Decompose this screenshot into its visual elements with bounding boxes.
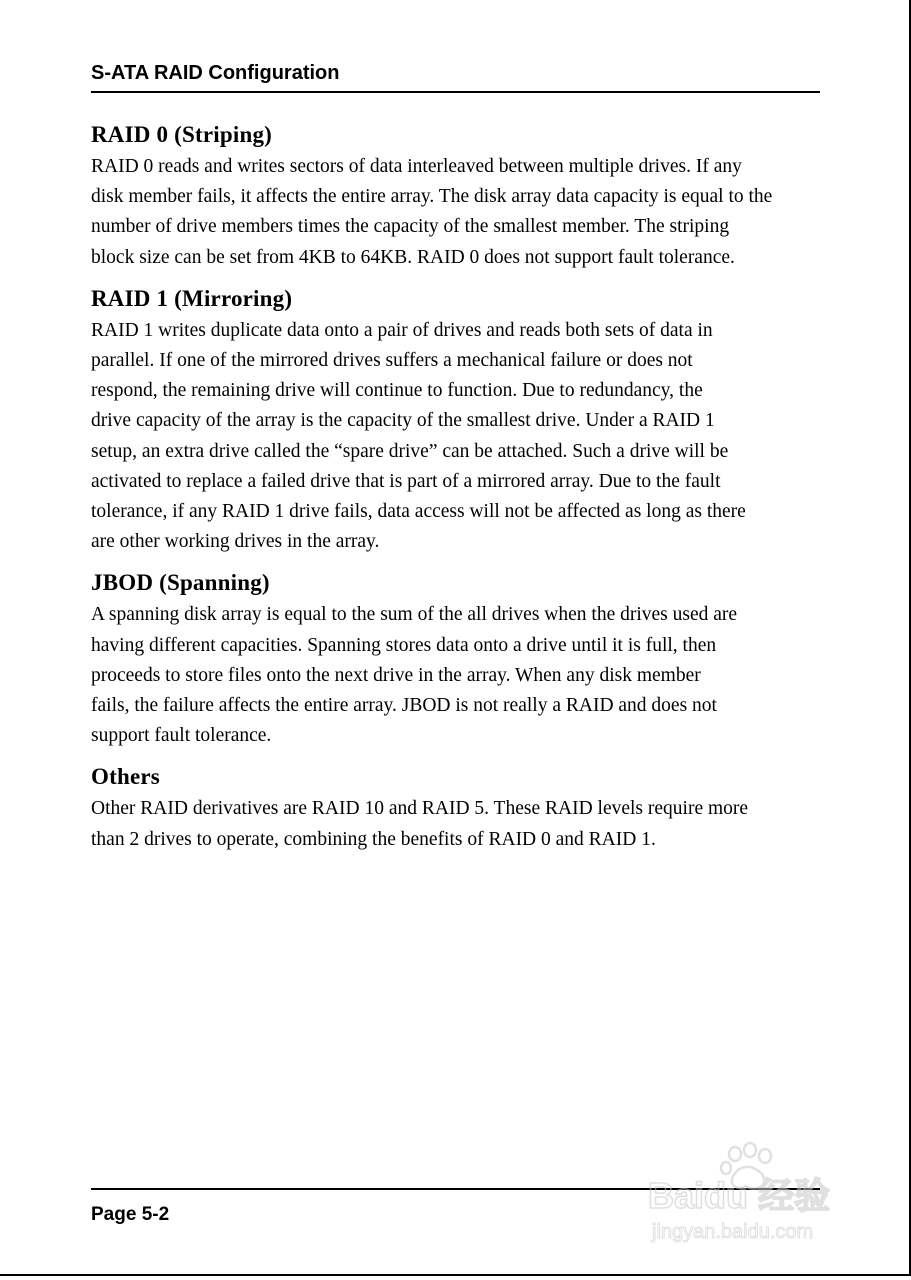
section-paragraph: Other RAID derivatives are RAID 10 and RAID 5. These RAID levels require more than 2 drives to operate, combining the benefits of RAID 0 and RAID 1.	[91, 798, 749, 850]
section-raid0	[91, 118, 826, 273]
document-body	[91, 118, 826, 864]
watermark-url: jingyan.baidu.com	[652, 1221, 814, 1243]
section-paragraph: A spanning disk array is equal to the sum of the all drives when the drives used are having different capacities. Spanning stores data onto a drive until it is full, then proceeds to store files onto the next drive in the array. When any disk member fails, the failure affects the entire array. JBOD is not really a RAID and does not support fault tolerance.	[91, 604, 738, 747]
section-title: RAID 1 (Mirroring)	[91, 285, 293, 311]
section-title: Others	[91, 764, 160, 790]
section-jbod	[91, 566, 826, 751]
page-number: Page 5-2	[91, 1204, 170, 1225]
baidu-watermark-logo	[640, 1140, 860, 1250]
section-others	[91, 760, 826, 854]
watermark-brand: Baidu 经验	[648, 1175, 831, 1216]
section-paragraph: RAID 1 writes duplicate data onto a pair of drives and reads both sets of data in parallel. If one of the mirrored drives suffers a mechanical failure or does not respond, the remaining drive will continue to function. Due to redundancy, the drive capacity of the array is the capacity of the smallest drive. Under a RAID 1 setup, an extra drive called the “spare drive” can be attached. Such a drive will be activated to replace a failed drive that is part of a mirrored array. Due to the fault tolerance, if any RAID 1 drive fails, data access will not be affected as long as there are other working drives in the array.	[91, 319, 746, 553]
section-paragraph: RAID 0 reads and writes sectors of data interleaved between multiple drives. If any disk member fails, it affects the entire array. The disk array data capacity is equal to the number of drive members times the capacity of the smallest member. The striping block size can be set from 4KB to 64KB. RAID 0 does not support fault tolerance.	[91, 156, 773, 268]
header-divider	[91, 91, 820, 93]
section-title: JBOD (Spanning)	[91, 570, 270, 596]
section-raid1	[91, 282, 826, 558]
section-title: RAID 0 (Striping)	[91, 122, 273, 147]
page-header-title: S-ATA RAID Configuration	[91, 62, 340, 84]
